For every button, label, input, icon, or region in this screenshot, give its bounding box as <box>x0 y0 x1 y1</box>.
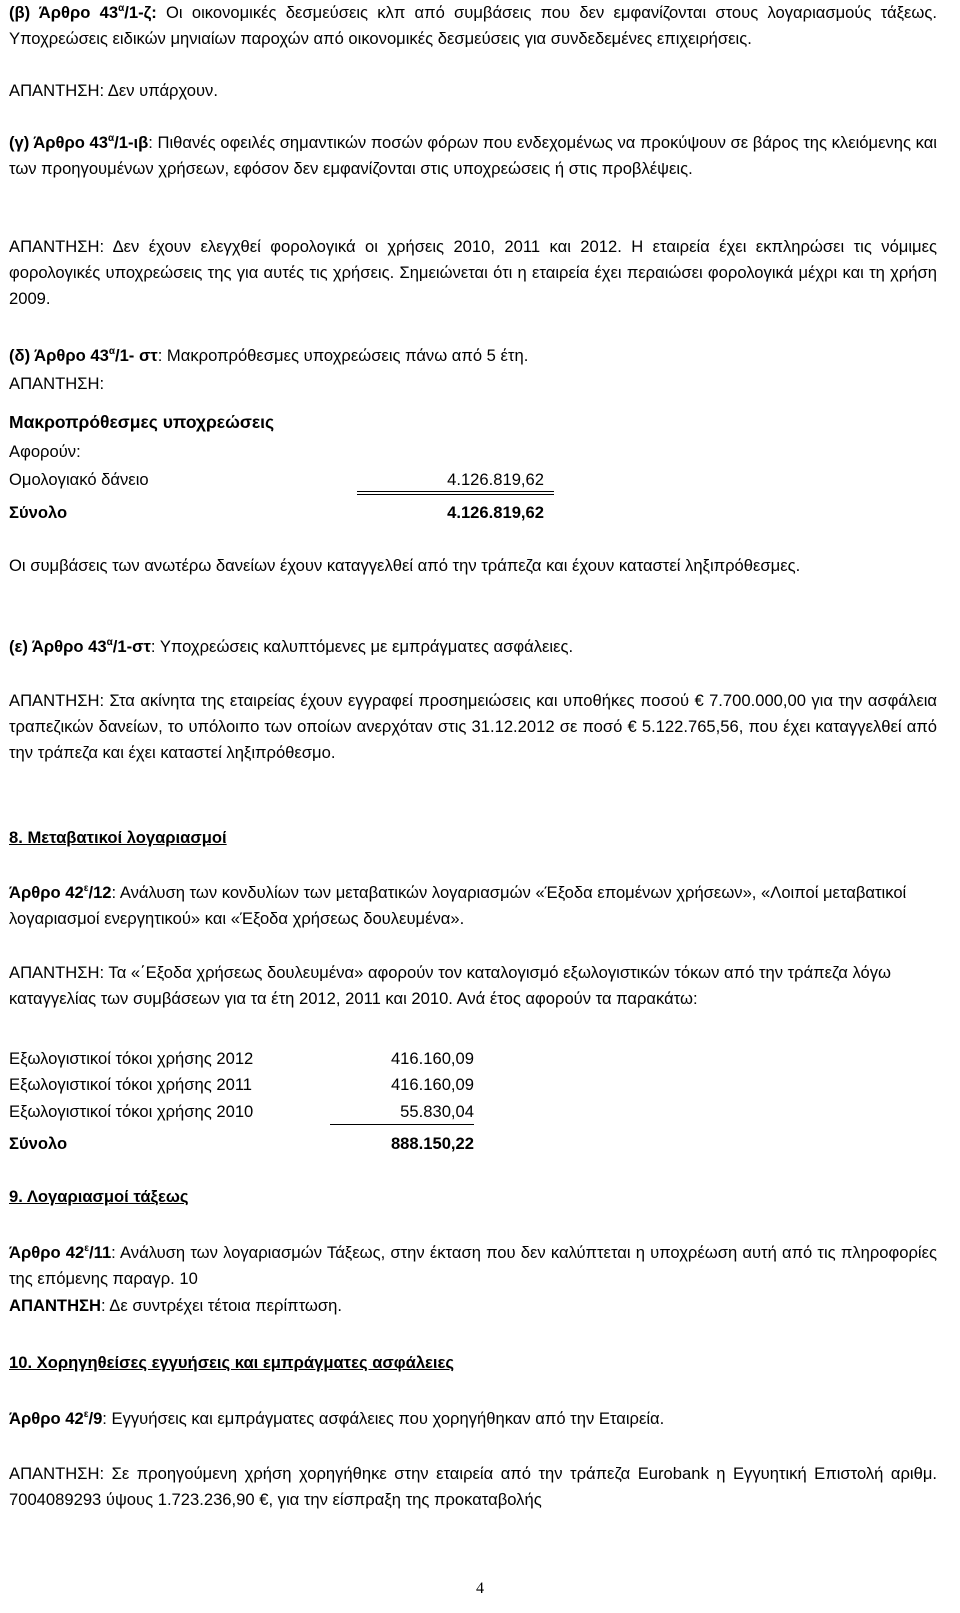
section-9-answer-text: : Δε συντρέχει τέτοια περίπτωση. <box>101 1296 342 1315</box>
section-10-article-text: : Εγγυήσεις και εμπράγματες ασφάλειες που χορηγήθηκαν από την Εταιρεία. <box>102 1409 665 1428</box>
long-term-total-value: 4.126.819,62 <box>447 503 544 522</box>
item-delta-text: : Μακροπρόθεσμες υποχρεώσεις πάνω από 5 έτη. <box>157 346 529 365</box>
section-8-answer <box>9 960 937 1012</box>
section-8-answer-label: ΑΠΑΝΤΗΣΗ <box>9 963 100 982</box>
item-beta-answer: ΑΠΑΝΤΗΣΗ: Δεν υπάρχουν. <box>9 81 218 100</box>
item-delta-answer: ΑΠΑΝΤΗΣΗ: <box>9 374 105 393</box>
long-term-total-label: Σύνολο <box>9 503 68 522</box>
section-10-answer-text: : Σε προηγούμενη χρήση χορηγήθηκε στην εταιρεία από την τράπεζα Eurobank η Εγγυητική Επιστολή αριθμ. 7004089293 ύψους 1.723.236,90 €, για την είσπραξη της προκαταβολής <box>9 1464 937 1509</box>
item-epsilon-label: (ε) Άρθρο $43^\alpha/1-\sigma\tau$ <box>9 637 151 656</box>
interest-total-label: Σύνολο <box>9 1134 68 1153</box>
section-9-article-label: Άρθρο $42^\varepsilon/11$ <box>9 1243 112 1262</box>
section-10-article <box>9 1406 937 1432</box>
bond-loan-value: 4.126.819,62 <box>447 470 544 489</box>
item-gamma-paragraph <box>9 130 937 182</box>
long-term-concerning-label: Αφορούν: <box>9 442 81 461</box>
section-8-article-label: Άρθρο $42^\varepsilon/12$ <box>9 883 112 902</box>
section-8-article <box>9 880 937 932</box>
section-8-article-text: : Ανάλυση των κονδυλίων των μεταβατικών λογαριασμών «Έξοδα επομένων χρήσεων», «Λοιποί μεταβατικοί λογαριασμοί ενεργητικού» και «Έξοδα χρήσεως δουλευμένα». <box>9 883 907 928</box>
double-rule <box>357 491 554 495</box>
loans-note: Οι συμβάσεις των ανωτέρω δανείων έχουν καταγγελθεί από την τράπεζα και έχουν καταστεί ληξιπρόθεσμες. <box>9 556 801 575</box>
section-10-answer-label: ΑΠΑΝΤΗΣΗ <box>9 1464 100 1483</box>
item-epsilon-answer: ΑΠΑΝΤΗΣΗ: Στα ακίνητα της εταιρείας έχουν εγγραφεί προσημειώσεις και υποθήκες ποσού € 7.700.000,00 για την ασφάλεια τραπεζικών δανείων, το υπόλοιπο των οποίων ανερχόταν στις 31.12.2012 σε ποσό € 5.122.765,56, που έχει καταγγελθεί από την τράπεζα και έχει καταστεί ληξιπρόθεσμο. <box>9 691 937 762</box>
item-gamma-label: (γ) Άρθρο $43^\alpha/1-\iota\beta$ <box>9 133 149 152</box>
interest-2011-value: 416.160,09 <box>390 1075 474 1094</box>
item-beta-text: Οι οικονομικές δεσμεύσεις κλπ από συμβάσεις που δεν εμφανίζονται στους λογαριασμούς τάξεως. Υποχρεώσεις ειδικών μηνιαίων παροχών από οικονομικές δεσμεύσεις για συνδεδεμένες επιχειρήσεις. <box>9 3 937 48</box>
interest-2010-value: 55.830,04 <box>400 1102 474 1121</box>
interest-2012-value: 416.160,09 <box>390 1049 474 1068</box>
bond-loan-label: Ομολογιακό δάνειο <box>9 470 149 489</box>
item-epsilon-paragraph <box>9 634 937 660</box>
section-10-answer <box>9 1461 937 1513</box>
item-gamma-text: : Πιθανές οφειλές σημαντικών ποσών φόρων που ενδεχομένως να προκύψουν σε βάρος της κλειόμενης και των προηγουμένων χρήσεων, εφόσον δεν εμφανίζονται στις υποχρεώσεις ή στις προβλέψεις. <box>9 133 937 178</box>
page-number: 4 <box>476 1580 484 1597</box>
section-9-answer-label: ΑΠΑΝΤΗΣΗ <box>9 1296 101 1315</box>
section-9-heading: 9. Λογαριασμοί τάξεως <box>9 1187 189 1206</box>
long-term-liabilities-title: Μακροπρόθεσμες υποχρεώσεις <box>9 412 275 432</box>
total-rule <box>330 1124 474 1125</box>
item-delta-label: (δ) Άρθρο $43^\alpha/1-$ στ <box>9 346 158 365</box>
section-10-heading: 10. Χορηγηθείσες εγγυήσεις και εμπράγματες ασφάλειες <box>9 1353 455 1372</box>
item-beta-paragraph <box>9 0 937 52</box>
interest-2011-label: Εξωλογιστικοί τόκοι χρήσης 2011 <box>9 1075 253 1094</box>
section-9-article-text: : Ανάλυση των λογαριασμών Τάξεως, στην έκταση που δεν καλύπτεται η υποχρέωση αυτή από τις πληροφορίες της επόμενης παραγρ. 10 <box>9 1243 937 1288</box>
interest-2010-label: Εξωλογιστικοί τόκοι χρήσης 2010 <box>9 1102 254 1121</box>
interest-total-value: 888.150,22 <box>390 1134 474 1153</box>
section-8-heading: 8. Μεταβατικοί λογαριασμοί <box>9 828 227 847</box>
section-10-article-label: Άρθρο $42^\varepsilon/9$ <box>9 1409 103 1428</box>
section-9-answer <box>9 1293 937 1319</box>
item-epsilon-text: : Υποχρεώσεις καλυπτόμενες με εμπράγματες ασφάλειες. <box>150 637 574 656</box>
item-beta-label: (β) Άρθρο $43^\alpha/1-\zeta$: <box>9 3 157 22</box>
item-delta-paragraph <box>9 343 937 369</box>
item-gamma-answer: ΑΠΑΝΤΗΣΗ: Δεν έχουν ελεγχθεί φορολογικά οι χρήσεις 2010, 2011 και 2012. Η εταιρεία έχει εκπληρώσει τις νόμιμες φορολογικές υποχρεώσεις της για αυτές τις χρήσεις. Σημειώνεται ότι η εταιρεία έχει περαιώσει φορολογικά μέχρι και τη χρήση 2009. <box>9 237 937 308</box>
section-8-answer-text: : Τα «΄Εξοδα χρήσεως δουλευμένα» αφορούν τον καταλογισμό εξωλογιστικών τόκων από την τράπεζα λόγω καταγγελίας των συμβάσεων για τα έτη 2012, 2011 και 2010. Ανά έτος αφορούν τα παρακάτω: <box>9 963 891 1008</box>
section-9-article <box>9 1240 937 1292</box>
interest-2012-label: Εξωλογιστικοί τόκοι χρήσης 2012 <box>9 1049 254 1068</box>
